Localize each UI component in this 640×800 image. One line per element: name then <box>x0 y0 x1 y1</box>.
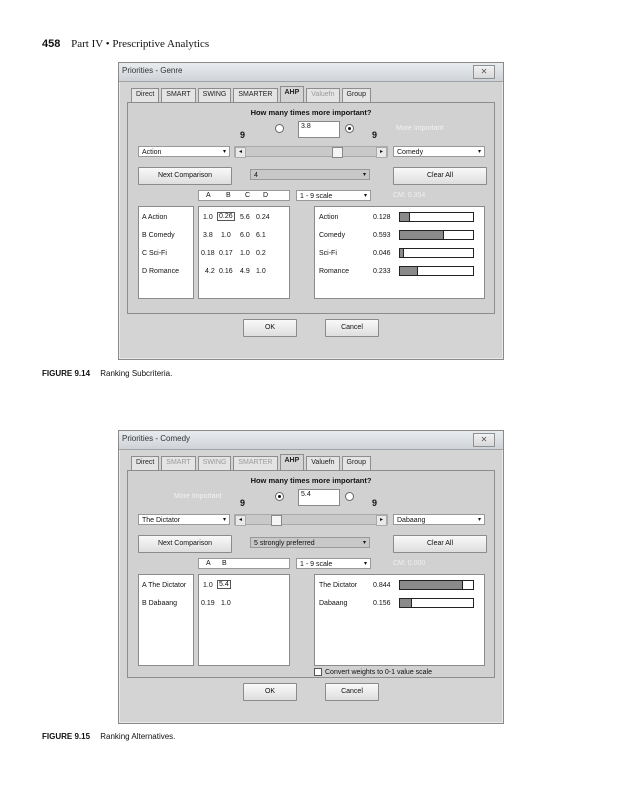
weight-bar <box>399 248 474 258</box>
title-bar <box>119 431 503 450</box>
matrix-cell[interactable]: 0.18 <box>201 250 215 257</box>
weight-bar-fill <box>400 267 418 275</box>
left-radio[interactable] <box>275 124 284 133</box>
importance-slider[interactable] <box>234 146 388 157</box>
cancel-button[interactable]: Cancel <box>325 319 379 337</box>
left-scale-label: 9 <box>240 498 246 508</box>
ahp-panel <box>127 470 495 678</box>
left-item-select[interactable] <box>138 514 230 525</box>
row-label: D Romance <box>142 268 179 275</box>
weight-label: Romance <box>319 268 349 275</box>
col-letter-b: B <box>222 560 227 567</box>
matrix-cell[interactable]: 1.0 <box>256 268 266 275</box>
matrix-cell[interactable]: 1.0 <box>221 600 231 607</box>
slider-thumb[interactable] <box>332 147 343 158</box>
col-letter-d: D <box>263 192 269 199</box>
clear-all-button[interactable]: Clear All <box>393 535 487 553</box>
chevron-down-icon: ▾ <box>363 193 367 199</box>
scale-value: 1 - 9 scale <box>300 561 333 568</box>
matrix-cell[interactable]: 0.2 <box>256 250 266 257</box>
more-important-label: More Important <box>396 125 444 132</box>
figure-title: Ranking Subcriteria. <box>100 369 173 378</box>
right-item-value: Dabaang <box>397 517 426 524</box>
weights-panel <box>314 206 485 299</box>
weight-bar-fill <box>400 249 404 257</box>
cancel-button[interactable]: Cancel <box>325 683 379 701</box>
ok-button[interactable]: OK <box>243 683 297 701</box>
col-letter-a: A <box>206 560 211 567</box>
page-number: 458 <box>42 38 61 50</box>
weight-value: 0.046 <box>373 250 391 257</box>
weight-bar <box>399 212 474 222</box>
comparison-select[interactable] <box>250 537 370 548</box>
matrix-cell[interactable]: 1.0 <box>240 250 250 257</box>
convert-weights-checkbox[interactable] <box>314 668 432 676</box>
tab-direct[interactable]: Direct <box>131 88 159 102</box>
page-header <box>42 38 209 50</box>
row-label: A The Dictator <box>142 582 187 589</box>
comparison-matrix <box>198 206 290 299</box>
weight-value: 0.593 <box>373 232 391 239</box>
row-label: B Comedy <box>142 232 175 239</box>
weight-label: Dabaang <box>319 600 348 607</box>
chevron-down-icon: ▾ <box>222 149 226 155</box>
weight-bar-fill <box>400 599 412 607</box>
matrix-cell[interactable]: 4.2 <box>205 268 215 275</box>
ratio-value: 3.8 <box>298 121 340 138</box>
matrix-cell[interactable]: 0.16 <box>219 268 233 275</box>
priorities-comedy-window <box>118 430 504 724</box>
tab-swing[interactable]: SWING <box>198 456 232 470</box>
weight-label: The Dictator <box>319 582 358 589</box>
convert-weights-label: Convert weights to 0-1 value scale <box>325 668 432 676</box>
col-letter-b: B <box>226 192 231 199</box>
figure-caption <box>42 732 175 741</box>
right-radio[interactable] <box>345 124 354 133</box>
left-scale-label: 9 <box>240 130 246 140</box>
importance-slider[interactable] <box>234 514 388 525</box>
matrix-cell[interactable]: 1.0 <box>221 232 231 239</box>
matrix-cell[interactable]: 4.9 <box>240 268 250 275</box>
left-item-select[interactable] <box>138 146 230 157</box>
chevron-down-icon: ▾ <box>477 517 481 523</box>
chevron-down-icon: ▾ <box>222 517 226 523</box>
tab-ahp[interactable]: AHP <box>280 86 305 102</box>
ratio-value: 5.4 <box>298 489 340 506</box>
consistency-measure: CM: 0.000 <box>393 560 426 567</box>
slider-right-arrow-icon[interactable]: ▸ <box>376 147 387 158</box>
row-label: C Sci-Fi <box>142 250 167 257</box>
matrix-cell[interactable]: 5.6 <box>240 214 250 221</box>
right-item-select[interactable] <box>393 514 485 525</box>
clear-all-button[interactable]: Clear All <box>393 167 487 185</box>
weight-label: Action <box>319 214 339 221</box>
weight-bar <box>399 598 474 608</box>
tab-smarter[interactable]: SMARTER <box>233 88 277 102</box>
figure-caption <box>42 369 172 378</box>
title-bar <box>119 63 503 82</box>
weight-value: 0.128 <box>373 214 391 221</box>
right-item-value: Comedy <box>397 149 424 156</box>
comparison-value: 4 <box>254 172 258 179</box>
weight-label: Sci-Fi <box>319 250 337 257</box>
consistency-measure: CM: 0.354 <box>393 192 426 199</box>
next-comparison-button[interactable]: Next Comparison <box>138 167 232 185</box>
scale-select[interactable] <box>296 558 371 569</box>
right-item-select[interactable] <box>393 146 485 157</box>
row-label-list <box>138 206 194 299</box>
weight-bar <box>399 580 474 590</box>
tab-group[interactable]: Group <box>342 88 371 102</box>
priorities-genre-window <box>118 62 504 360</box>
comparison-select[interactable] <box>250 169 370 180</box>
next-comparison-button[interactable]: Next Comparison <box>138 535 232 553</box>
slider-left-arrow-icon[interactable]: ◂ <box>235 147 246 158</box>
window-title: Priorities - Comedy <box>122 434 191 443</box>
ahp-panel <box>127 102 495 314</box>
column-header <box>198 190 290 201</box>
weight-value: 0.844 <box>373 582 391 589</box>
right-scale-label: 9 <box>372 130 378 140</box>
tab-direct[interactable]: Direct <box>131 456 159 470</box>
comparison-value: 5 strongly preferred <box>254 540 315 547</box>
weight-label: Comedy <box>319 232 346 239</box>
weight-value: 0.156 <box>373 600 391 607</box>
more-important-label: More Important <box>174 493 222 500</box>
row-label-list <box>138 574 194 666</box>
left-item-value: The Dictator <box>142 517 181 524</box>
tab-valuefn[interactable]: Valuefn <box>306 456 339 470</box>
weight-bar-fill <box>400 581 463 589</box>
slider-thumb[interactable] <box>271 515 282 526</box>
prompt-text: How many times more important? <box>250 476 372 485</box>
ok-button[interactable]: OK <box>243 319 297 337</box>
weight-bar-fill <box>400 231 444 239</box>
column-header <box>198 558 290 569</box>
comparison-matrix <box>198 574 290 666</box>
tab-smart[interactable]: SMART <box>161 456 195 470</box>
row-label: B Dabaang <box>142 600 178 607</box>
weights-panel <box>314 574 485 666</box>
matrix-cell[interactable]: 6.0 <box>240 232 250 239</box>
tab-swing[interactable]: SWING <box>198 88 232 102</box>
matrix-cell[interactable]: 6.1 <box>256 232 266 239</box>
col-letter-a: A <box>206 192 211 199</box>
figure-label: FIGURE 9.15 <box>42 732 91 741</box>
matrix-cell[interactable]: 0.19 <box>201 600 215 607</box>
weight-bar <box>399 230 474 240</box>
close-icon[interactable]: ✕ <box>473 433 495 447</box>
close-icon[interactable]: ✕ <box>473 65 495 79</box>
right-radio[interactable] <box>345 492 354 501</box>
chevron-down-icon: ▾ <box>362 540 366 546</box>
col-letter-c: C <box>245 192 251 199</box>
right-scale-label: 9 <box>372 498 378 508</box>
method-tabs <box>131 88 373 102</box>
left-radio[interactable] <box>275 492 284 501</box>
method-tabs <box>131 456 373 470</box>
tab-smarter[interactable]: SMARTER <box>233 456 277 470</box>
tab-group[interactable]: Group <box>342 456 371 470</box>
left-item-value: Action <box>142 149 162 156</box>
window-title: Priorities - Genre <box>122 66 183 75</box>
row-label: A Action <box>142 214 168 221</box>
slider-left-arrow-icon[interactable]: ◂ <box>235 515 246 526</box>
figure-title: Ranking Alternatives. <box>100 732 176 741</box>
weight-value: 0.233 <box>373 268 391 275</box>
scale-value: 1 - 9 scale <box>300 193 333 200</box>
tab-ahp[interactable]: AHP <box>280 454 305 470</box>
slider-right-arrow-icon[interactable]: ▸ <box>376 515 387 526</box>
tab-smart[interactable]: SMART <box>161 88 195 102</box>
running-head: Part IV • Prescriptive Analytics <box>71 38 210 50</box>
chevron-down-icon: ▾ <box>477 149 481 155</box>
tab-valuefn[interactable]: Valuefn <box>306 88 339 102</box>
weight-bar-fill <box>400 213 410 221</box>
matrix-cell[interactable]: 0.17 <box>219 250 233 257</box>
figure-label: FIGURE 9.14 <box>42 369 91 378</box>
matrix-cell[interactable]: 3.8 <box>203 232 213 239</box>
prompt-text: How many times more important? <box>250 108 372 117</box>
chevron-down-icon: ▾ <box>362 172 366 178</box>
scale-select[interactable] <box>296 190 371 201</box>
checkbox-box[interactable] <box>314 668 322 676</box>
chevron-down-icon: ▾ <box>363 561 367 567</box>
matrix-cell[interactable]: 0.24 <box>256 214 270 221</box>
matrix-cell[interactable]: 1.0 <box>203 582 213 589</box>
matrix-cell[interactable]: 0.26 <box>219 213 233 220</box>
matrix-cell[interactable]: 1.0 <box>203 214 213 221</box>
weight-bar <box>399 266 474 276</box>
matrix-cell[interactable]: 5.4 <box>219 581 229 588</box>
